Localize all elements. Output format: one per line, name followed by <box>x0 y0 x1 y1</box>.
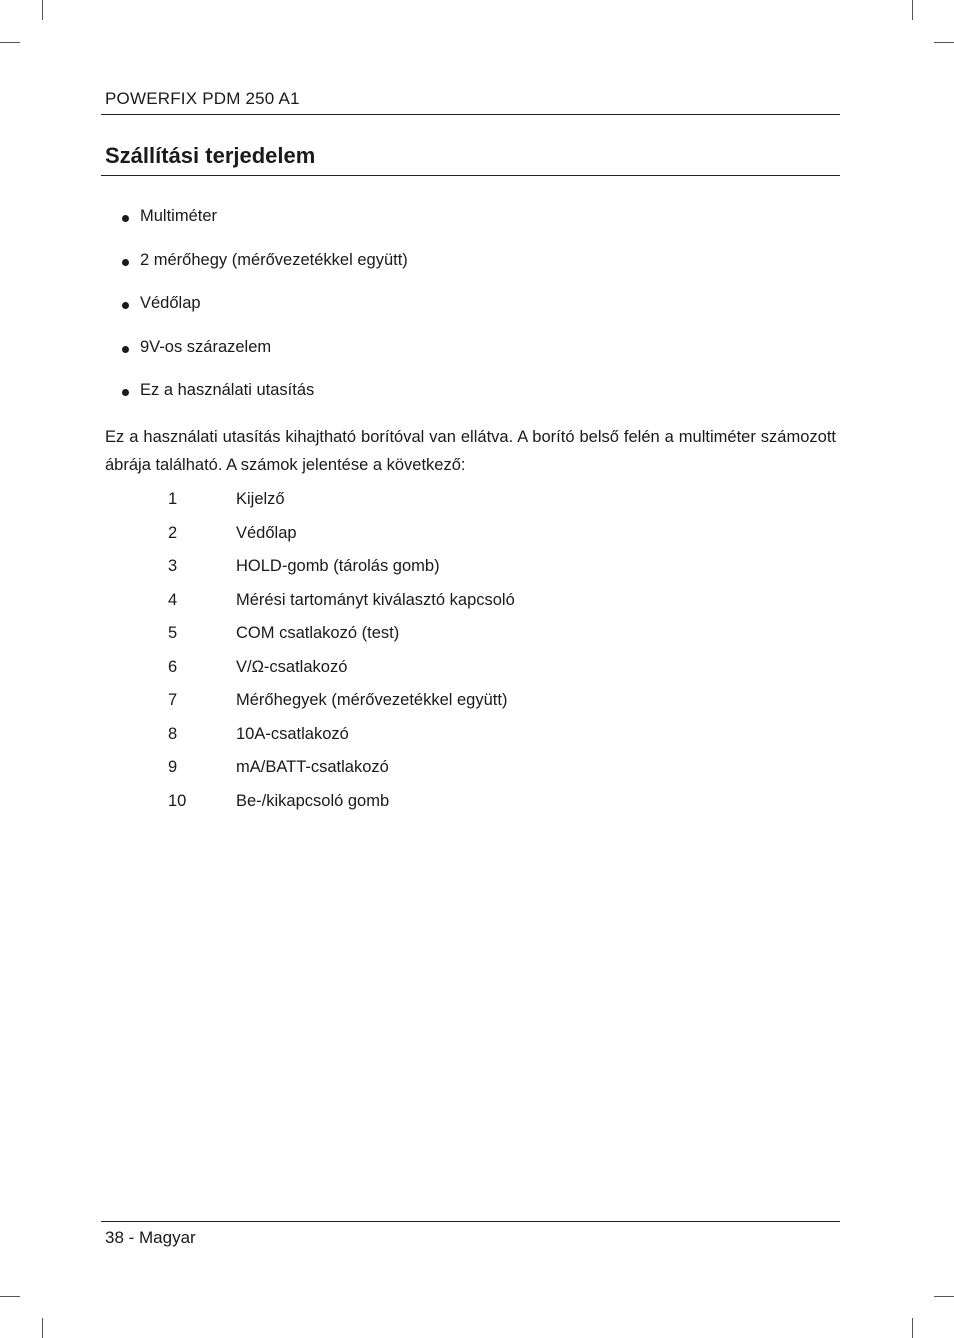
legend-number: 4 <box>168 590 178 609</box>
legend-number: 6 <box>168 657 178 676</box>
figure-legend <box>168 490 515 825</box>
bullet-icon <box>122 259 129 266</box>
legend-row <box>168 524 515 558</box>
legend-number: 3 <box>168 557 178 575</box>
legend-row <box>168 658 515 692</box>
crop-mark-top-right <box>912 0 913 20</box>
legend-number: 5 <box>168 624 178 642</box>
list-item-text: Ez a használati utasítás <box>140 381 315 399</box>
legend-label: Be-/kikapcsoló gomb <box>236 791 390 810</box>
legend-label: HOLD-gomb (tárolás gomb) <box>236 557 440 575</box>
legend-number: 2 <box>168 523 178 542</box>
header-rule <box>101 114 840 115</box>
legend-number: 8 <box>168 724 178 743</box>
list-item <box>122 251 408 295</box>
legend-label: Védőlap <box>236 523 297 542</box>
bullet-icon <box>122 302 129 309</box>
legend-label: V/Ω-csatlakozó <box>236 657 348 676</box>
list-item <box>122 381 408 425</box>
legend-row <box>168 758 515 792</box>
crop-mark-top-left <box>0 42 20 43</box>
legend-row <box>168 792 515 826</box>
crop-mark-bottom-left <box>0 1296 20 1297</box>
footer-rule <box>101 1221 840 1222</box>
bullet-icon <box>122 215 129 222</box>
legend-row <box>168 624 515 658</box>
page-footer: 38 - Magyar <box>105 1228 196 1247</box>
legend-label: mA/BATT-csatlakozó <box>236 758 389 776</box>
legend-row <box>168 490 515 524</box>
legend-number: 9 <box>168 758 178 776</box>
list-item-text: 2 mérőhegy (mérővezetékkel együtt) <box>140 250 408 269</box>
crop-mark-bottom-right <box>912 1318 913 1338</box>
legend-number: 7 <box>168 691 178 709</box>
legend-row <box>168 691 515 725</box>
list-item <box>122 294 408 338</box>
legend-number: 1 <box>168 490 178 508</box>
legend-row <box>168 725 515 759</box>
crop-mark-bottom-left <box>42 1318 43 1338</box>
list-item-text: Multiméter <box>140 207 218 225</box>
legend-number: 10 <box>168 791 187 810</box>
legend-label: COM csatlakozó (test) <box>236 624 400 642</box>
intro-paragraph: Ez a használati utasítás kihajtható borítóval van ellátva. A borító belső felén a multiméter számozott ábrája található. A számok jelentése a következő: <box>105 428 836 474</box>
legend-label: Mérési tartományt kiválasztó kapcsoló <box>236 590 515 609</box>
legend-row <box>168 557 515 591</box>
legend-label: Kijelző <box>236 490 285 508</box>
list-item-text: 9V-os szárazelem <box>140 337 272 356</box>
section-title: Szállítási terjedelem <box>105 143 316 168</box>
list-item-text: Védőlap <box>140 294 201 312</box>
bullet-icon <box>122 346 129 353</box>
list-item <box>122 207 408 251</box>
crop-mark-bottom-right <box>934 1296 954 1297</box>
running-header: POWERFIX PDM 250 A1 <box>105 89 300 108</box>
legend-row <box>168 591 515 625</box>
crop-mark-top-left <box>42 0 43 20</box>
scope-of-delivery-list <box>122 207 408 425</box>
crop-mark-top-right <box>934 42 954 43</box>
bullet-icon <box>122 389 129 396</box>
list-item <box>122 338 408 382</box>
legend-label: 10A-csatlakozó <box>236 724 349 743</box>
title-rule <box>101 175 840 176</box>
legend-label: Mérőhegyek (mérővezetékkel együtt) <box>236 691 508 709</box>
